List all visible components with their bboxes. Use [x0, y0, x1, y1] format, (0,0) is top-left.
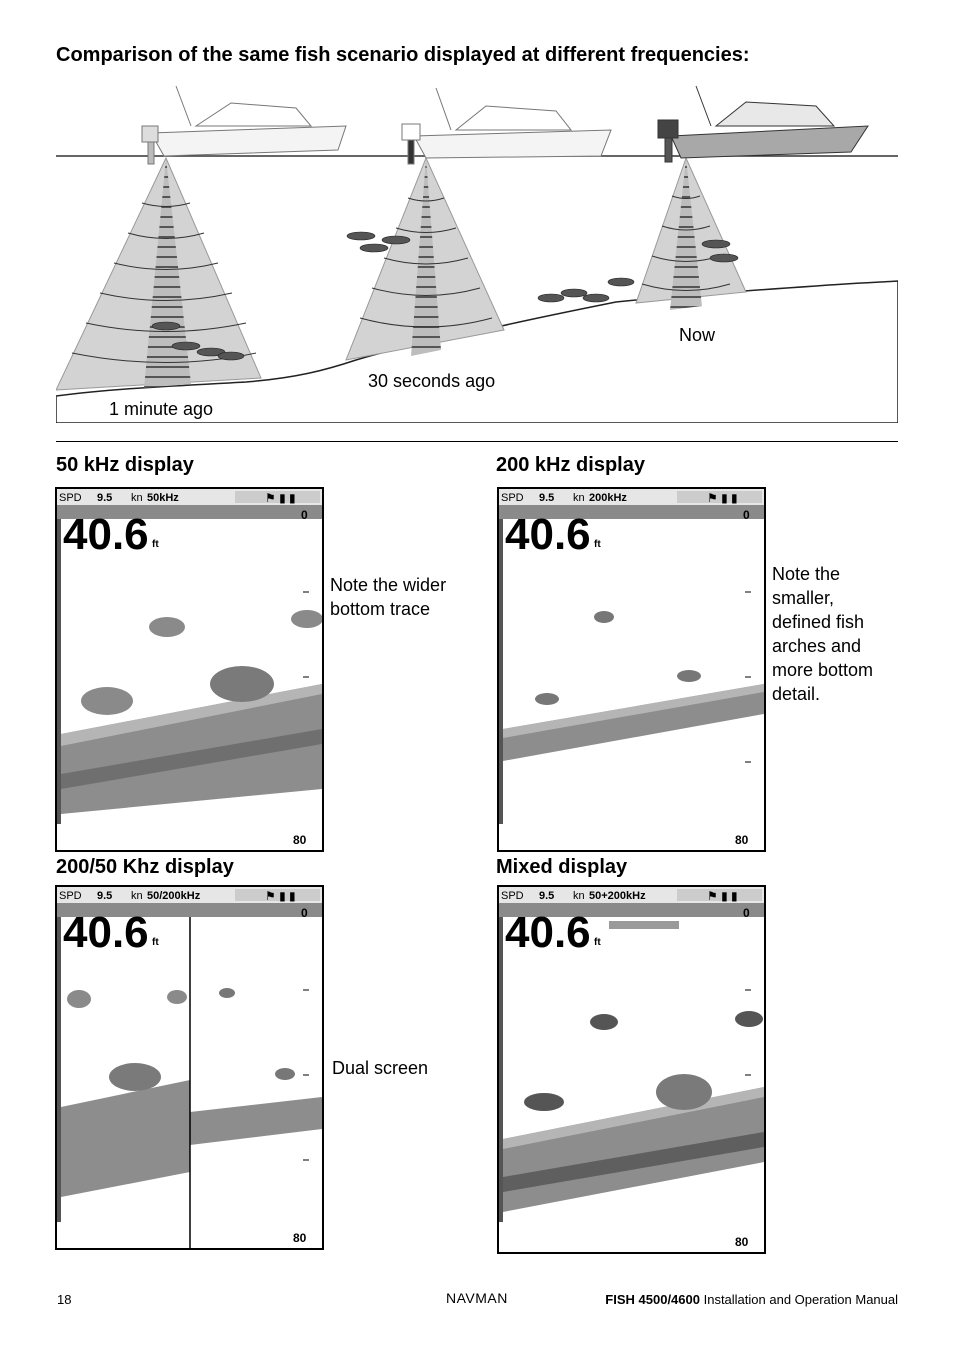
- scale-bottom: 80: [293, 1231, 307, 1245]
- fish-target: [656, 1074, 712, 1110]
- fish-target: [149, 617, 185, 637]
- fish-target: [677, 670, 701, 682]
- depth-readout: 40.6: [63, 510, 149, 559]
- title-mixed: Mixed display: [496, 856, 628, 878]
- manual-title: [605, 1292, 898, 1307]
- label-1-minute-ago: 1 minute ago: [109, 399, 214, 419]
- sonar-screen-200khz: [497, 487, 766, 852]
- fish-target: [291, 610, 322, 628]
- fish-target: [67, 990, 91, 1008]
- scale-top: 0: [301, 508, 308, 522]
- label-now: Now: [679, 325, 716, 345]
- spd-value: 9.5: [539, 890, 555, 902]
- label-30-seconds-ago: 30 seconds ago: [368, 371, 496, 391]
- scale-top: 0: [743, 508, 750, 522]
- spd-unit: kn: [573, 492, 585, 504]
- note-200khz: Note the smaller, defined fish arches and more bottom detail.: [772, 564, 874, 704]
- scale-bottom: 80: [735, 833, 749, 847]
- fish-target: [275, 1068, 295, 1080]
- depth-unit: ft: [594, 539, 601, 550]
- status-icons: ⚑ ▮ ▮: [265, 491, 296, 505]
- spd-unit: kn: [131, 890, 143, 902]
- boat-1min: [142, 86, 346, 164]
- scale-bottom: 80: [293, 833, 307, 847]
- bottom-trace-200khz: [190, 1097, 322, 1145]
- spd-value: 9.5: [97, 890, 113, 902]
- spd-label: SPD: [501, 890, 524, 902]
- spd-unit: kn: [573, 890, 585, 902]
- fish-target: [167, 990, 187, 1004]
- fish-target: [735, 1011, 763, 1027]
- fish-target: [109, 1063, 161, 1091]
- spd-value: 9.5: [539, 492, 555, 504]
- title-50khz: 50 kHz display: [56, 454, 194, 476]
- page-number: 18: [57, 1292, 72, 1307]
- boat-now: [658, 86, 868, 162]
- fish-target: [535, 693, 559, 705]
- page-heading: Comparison of the same fish scenario displayed at different frequencies:: [56, 44, 750, 66]
- sonar-screen-50khz: [55, 487, 324, 852]
- fish-target: [219, 988, 235, 998]
- sonar-cone-30s: [346, 158, 504, 360]
- status-icons: ⚑ ▮ ▮: [707, 491, 738, 505]
- note-dual: Dual screen: [332, 1058, 429, 1078]
- bottom-trace-50khz: [61, 1080, 190, 1197]
- depth-readout: 40.6: [63, 908, 149, 957]
- scale-top: 0: [743, 906, 750, 920]
- fish-target: [524, 1093, 564, 1111]
- frequency-label: 50/200kHz: [147, 890, 201, 902]
- manual-title-rest: Installation and Operation Manual: [699, 1292, 898, 1307]
- frequency-label: 200kHz: [589, 492, 627, 504]
- status-icons: ⚑ ▮ ▮: [707, 889, 738, 903]
- depth-unit: ft: [594, 937, 601, 948]
- section-divider: [56, 441, 898, 442]
- frequency-label: 50kHz: [147, 492, 179, 504]
- depth-unit: ft: [152, 539, 159, 550]
- frequency-label: 50+200kHz: [589, 890, 646, 902]
- scale-bottom: 80: [735, 1235, 749, 1249]
- sonar-screen-mixed: [497, 885, 766, 1254]
- fish-target: [594, 611, 614, 623]
- fish-target: [590, 1014, 618, 1030]
- sonar-screen-dual: [55, 885, 324, 1250]
- sonar-cone-now: [636, 158, 746, 310]
- depth-readout: 40.6: [505, 510, 591, 559]
- title-200-50khz: 200/50 Khz display: [56, 856, 234, 878]
- brand-logo: NAVMAN: [446, 1290, 508, 1306]
- manual-title-bold: FISH 4500/4600: [605, 1292, 700, 1307]
- spd-label: SPD: [501, 492, 524, 504]
- spd-value: 9.5: [97, 492, 113, 504]
- boat-30s: [402, 88, 611, 164]
- spd-unit: kn: [131, 492, 143, 504]
- fish-target: [210, 666, 274, 702]
- note-50khz: Note the wider bottom trace: [330, 575, 447, 619]
- spd-label: SPD: [59, 890, 82, 902]
- depth-readout: 40.6: [505, 908, 591, 957]
- title-200khz: 200 kHz display: [496, 454, 645, 476]
- status-icons: ⚑ ▮ ▮: [265, 889, 296, 903]
- fish-target: [81, 687, 133, 715]
- spd-label: SPD: [59, 492, 82, 504]
- scale-top: 0: [301, 906, 308, 920]
- depth-unit: ft: [152, 937, 159, 948]
